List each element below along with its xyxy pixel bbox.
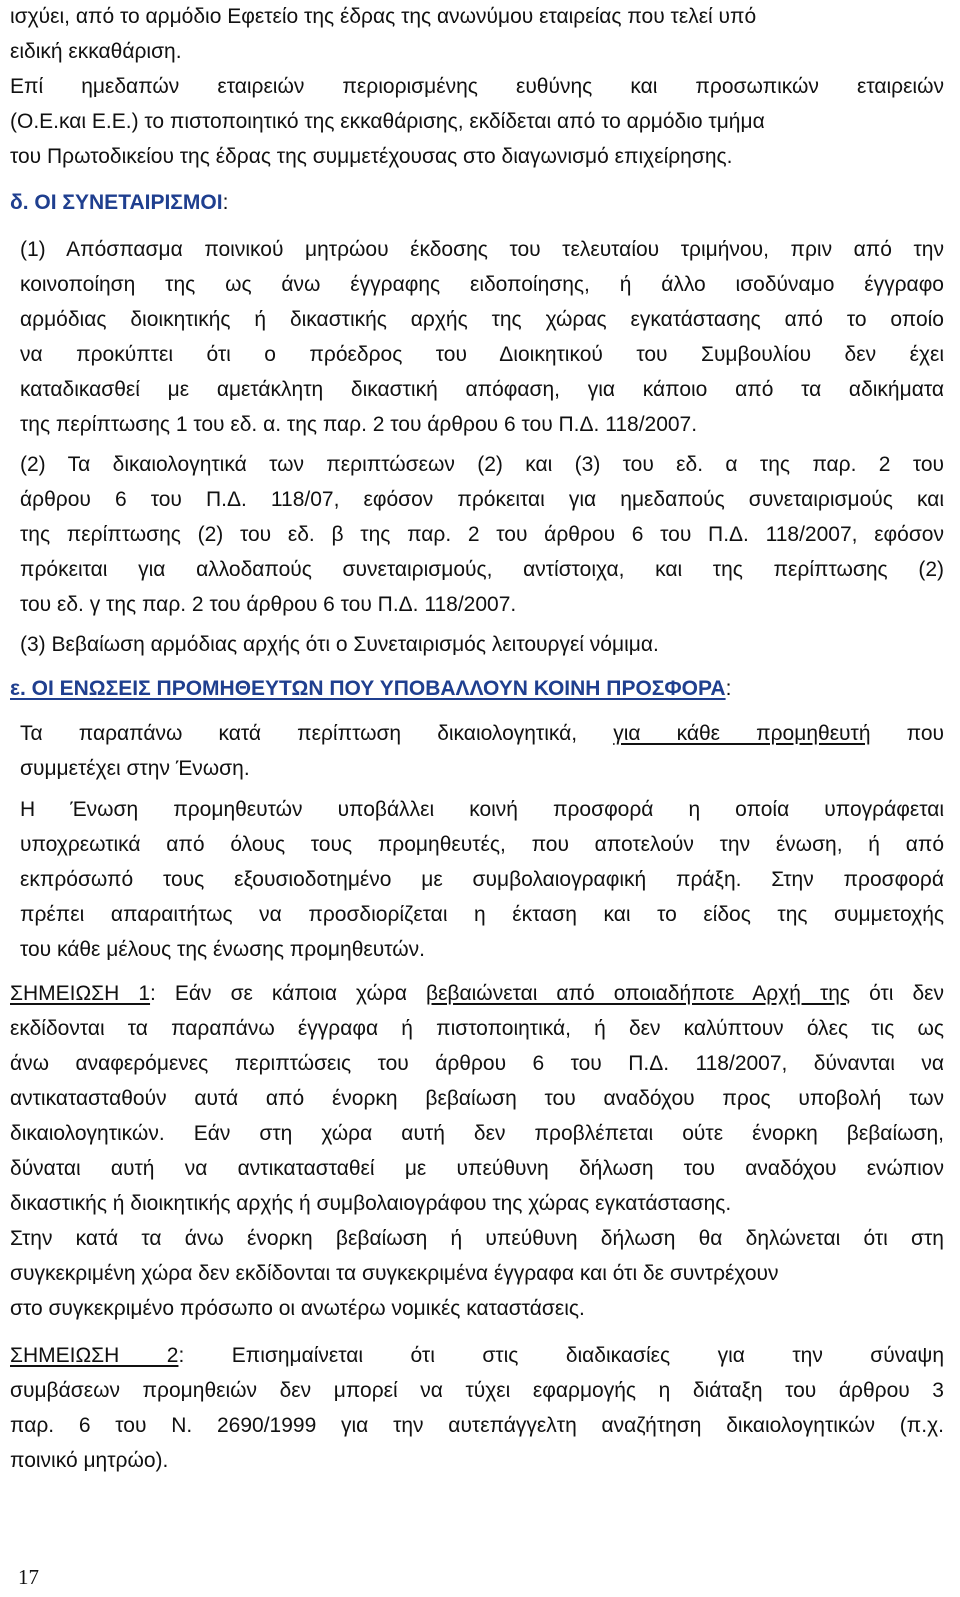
text-fragment: Τα παραπάνω κατά περίπτωση δικαιολογητικά, (20, 722, 614, 745)
text-line: της περίπτωσης (2) του εδ. β της παρ. 2 του άρθρου 6 του Π.Δ. 118/2007, εφόσον (20, 523, 944, 546)
text-fragment: ότι δεν (850, 982, 944, 1005)
text-line: υποχρεωτικά από όλους τους προμηθευτές, που αποτελούν την ένωση, ή από (20, 833, 944, 856)
text-line: αντικατασταθούν αυτά από ένορκη βεβαίωση του αναδόχου προς υποβολή των (10, 1087, 944, 1110)
text-line: Επί ημεδαπών εταιρειών περιορισμένης ευθύνης και προσωπικών εταιρειών (10, 75, 944, 98)
text-line: άνω αναφερόμενες περιπτώσεις του άρθρου 6 του Π.Δ. 118/2007, δύνανται να (10, 1052, 944, 1075)
text-line: ειδική εκκαθάριση. (10, 40, 182, 63)
text-line: του κάθε μέλους της ένωσης προμηθευτών. (20, 938, 425, 961)
text-line: συγκεκριμένη χώρα δεν εκδίδονται τα συγκεκριμένα έγγραφα και ότι δε συντρέχουν (10, 1262, 779, 1285)
text-line: (3) Βεβαίωση αρμόδιας αρχής ότι ο Συνεταιρισμός λειτουργεί νόμιμα. (20, 633, 659, 656)
text-line: να προκύπτει ότι ο πρόεδρος του Διοικητικού του Συμβουλίου δεν έχει (20, 343, 944, 366)
underlined-phrase: για κάθε προμηθευτή (613, 722, 871, 745)
text-line: (Ο.Ε.και Ε.Ε.) το πιστοποιητικό της εκκαθάρισης, εκδίδεται από το αρμόδιο τμήμα (10, 110, 765, 133)
text-line: του εδ. γ της παρ. 2 του άρθρου 6 του Π.Δ. 118/2007. (20, 593, 517, 616)
text-line: άρθρου 6 του Π.Δ. 118/07, εφόσον πρόκειται για ημεδαπούς συνεταιρισμούς και (20, 488, 944, 511)
text-line (10, 981, 944, 1007)
page-number: 17 (18, 1565, 39, 1589)
text-line: ποινικό μητρώο). (10, 1449, 169, 1472)
text-line: Η Ένωση προμηθευτών υποβάλλει κοινή προσφορά η οποία υπογράφεται (20, 798, 944, 821)
text-line: εκπρόσωπό τους εξουσιοδοτημένο με συμβολαιογραφική πράξη. Στην προσφορά (20, 868, 944, 891)
heading-colon: : (725, 677, 732, 700)
text-line: δικαιολογητικών. Εάν στη χώρα αυτή δεν προβλέπεται ούτε ένορκη βεβαίωση, (10, 1122, 944, 1145)
text-line: του Πρωτοδικείου της έδρας της συμμετέχουσας στο διαγωνισμό επιχείρησης. (10, 145, 733, 168)
text-line: συμμετέχει στην Ένωση. (20, 757, 250, 780)
section-heading-epsilon-text: ε. ΟΙ ΕΝΩΣΕΙΣ ΠΡΟΜΗΘΕΥΤΩΝ ΠΟΥ ΥΠΟΒΑΛΛΟΥΝ ΚΟΙΝΗ ΠΡΟΣΦΟΡΑ (10, 677, 726, 700)
text-line: εκδίδονται τα παραπάνω έγγραφα ή πιστοποιητικά, ή δεν καλύπτουν όλες τις ως (10, 1017, 944, 1040)
text-line: της περίπτωσης 1 του εδ. α. της παρ. 2 του άρθρου 6 του Π.Δ. 118/2007. (20, 413, 698, 436)
text-line: αρμόδιας διοικητικής ή δικαστικής αρχής της χώρας εγκατάστασης από το οποίο (20, 308, 944, 331)
text-line: Στην κατά τα άνω ένορκη βεβαίωση ή υπεύθυνη δήλωση θα δηλώνεται ότι στη (10, 1227, 944, 1250)
text-line: κοινοποίηση της ως άνω έγγραφης ειδοποίησης, ή άλλο ισοδύναμο έγγραφο (20, 273, 944, 296)
note-label: ΣΗΜΕΙΩΣΗ 2 (10, 1344, 179, 1367)
text-line: (2) Τα δικαιολογητικά των περιπτώσεων (2) και (3) του εδ. α της παρ. 2 του (20, 453, 944, 476)
text-line: παρ. 6 του Ν. 2690/1999 για την αυτεπάγγελτη αναζήτηση δικαιολογητικών (π.χ. (10, 1414, 944, 1437)
section-heading-delta (10, 190, 228, 216)
text-line (10, 1343, 944, 1369)
text-line: δύναται αυτή να αντικατασταθεί με υπεύθυνη δήλωση του αναδόχου ενώπιον (10, 1157, 944, 1180)
text-line: στο συγκεκριμένο πρόσωπο οι ανωτέρω νομικές καταστάσεις. (10, 1297, 585, 1320)
section-heading-delta-text: δ. ΟΙ ΣΥΝΕΤΑΙΡΙΣΜΟΙ (10, 191, 223, 214)
text-line: (1) Απόσπασμα ποινικού μητρώου έκδοσης του τελευταίου τριμήνου, πριν από την (20, 238, 944, 261)
text-line: συμβάσεων προμηθειών δεν μπορεί να τύχει εφαρμογής η διάταξη του άρθρου 3 (10, 1379, 944, 1402)
text-line: πρόκειται για αλλοδαπούς συνεταιρισμούς, αντίστοιχα, και της περίπτωσης (2) (20, 558, 944, 581)
text-line: ισχύει, από το αρμόδιο Εφετείο της έδρας της ανωνύμου εταιρείας που τελεί υπό (10, 5, 757, 28)
text-line: δικαστικής ή διοικητικής αρχής ή συμβολαιογράφου της χώρας εγκατάστασης. (10, 1192, 732, 1215)
section-heading-epsilon (10, 676, 731, 702)
text-fragment: που (870, 722, 944, 745)
heading-colon: : (222, 191, 229, 214)
text-fragment: : Επισημαίνεται ότι στις διαδικασίες για την σύναψη (178, 1344, 944, 1367)
text-line: καταδικασθεί με αμετάκλητη δικαστική απόφαση, για κάποιο από τα αδικήματα (20, 378, 944, 401)
text-line (20, 721, 944, 747)
text-line: πρέπει απαραιτήτως να προσδιορίζεται η έκταση και το είδος της συμμετοχής (20, 903, 944, 926)
underlined-phrase: βεβαιώνεται από οποιαδήποτε Αρχή της (425, 982, 851, 1005)
note-label: ΣΗΜΕΙΩΣΗ 1 (10, 982, 151, 1005)
text-fragment: : Εάν σε κάποια χώρα (150, 982, 426, 1005)
